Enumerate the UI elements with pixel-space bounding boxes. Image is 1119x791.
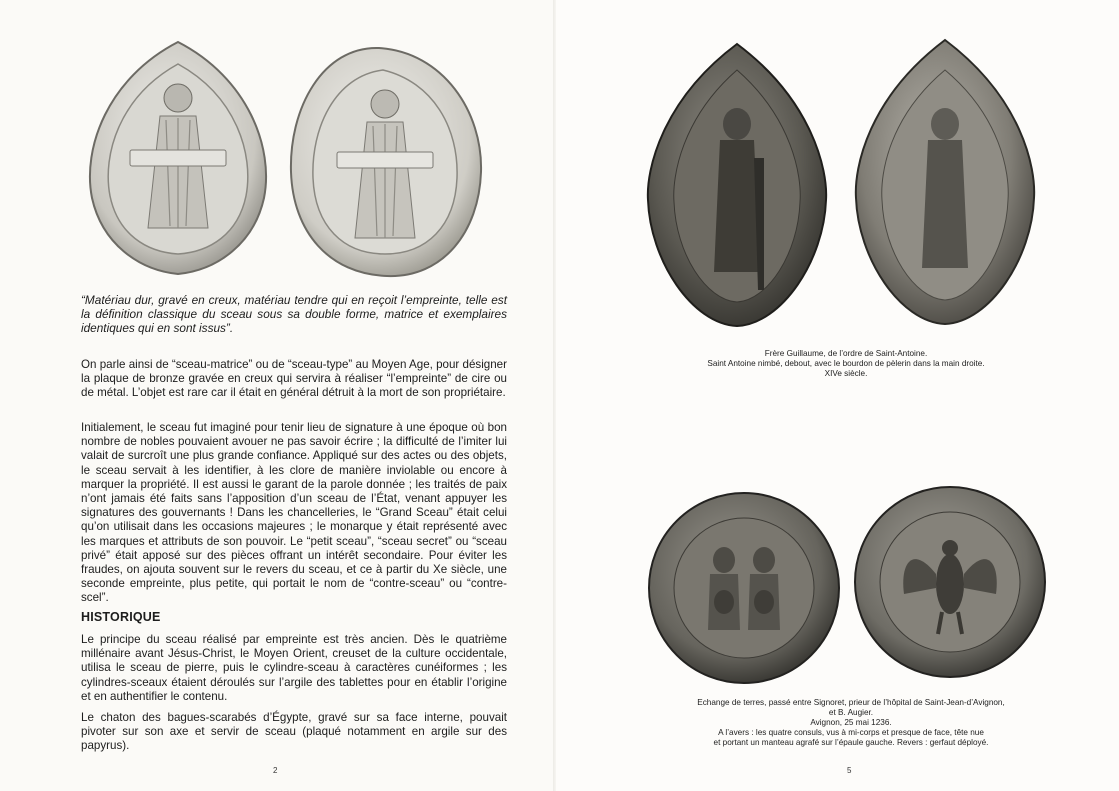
- paragraph-3-text: Le principe du sceau réalisé par empreinte est très ancien. Dès le quatrième millénaire avant Jésus-Christ, le Moyen Orient, creuset de la culture occidentale, utilisa le sceau de pierre, puis le cylindre-sceau à caractères cunéiformes ; les cylindres-sceaux étaient déroulés sur l’argile des tablettes pour en établir l’origine et en authentifier le contenu.: [81, 633, 507, 703]
- left-page: [0, 0, 556, 791]
- seal-image-right: [283, 42, 488, 282]
- caption-top-line: XIVe siècle.: [824, 369, 868, 378]
- seal-image-reverse: [852, 484, 1048, 680]
- caption-bottom-line: et B. Augier.: [828, 708, 874, 717]
- caption-bottom-line: A l’avers : les quatre consuls, vus à mi-corps et presque de face, tête nue: [718, 728, 984, 737]
- caption-bottom: [646, 698, 1056, 748]
- caption-top: [656, 349, 1036, 379]
- paragraph-egypte: [81, 711, 507, 754]
- intro-quote: [81, 293, 507, 336]
- paragraph-2-text: Initialement, le sceau fut imaginé pour tenir lieu de signature à une époque où bon nombre de nobles pouvaient avouer ne pas savoir écrire ; la difficulté de l’imiter lui valait de surcroît une plus grande confiance. Appliqué sur des actes ou des objets, le sceau servait à les identifier, à les clore de manière inviolable ou encore à marquer la propriété. Il est aussi le garant de la parole donnée ; les traités de paix n’ont jamais été faits sans l’apposition d’un sceau de l’État, venant appuyer les signatures des gouvernants ! Dans les chancelleries, le “Grand Sceau” était celui qu’on utilisait dans les occasions majeures ; le monarque y était représenté avec les marques et attributs de son pouvoir. Le “petit sceau”, “sceau secret” ou “sceau privé” était apposé sur des pièces offrant un intérêt secondaire. Pour éviter les fraudes, on ajouta souvent sur le revers du sceau, et ce à partir du Xe siècle, une seconde empreinte, plus petite, qui portait le nom de “contre-sceau” ou “contre-scel”.: [81, 421, 507, 605]
- seal-banner: [130, 150, 226, 166]
- paragraph-4-text: Le chaton des bagues-scarabés d’Égypte, gravé sur sa face interne, pouvait pivoter sur son axe et servir de sceau (plaqué notamment en argile sur des papyrus).: [81, 711, 507, 753]
- caption-top-line: Saint Antoine nimbé, debout, avec le bourdon de pèlerin dans la main droite.: [707, 359, 985, 368]
- paragraph-sceau-matrice: [81, 358, 507, 401]
- paragraph-signature: [81, 421, 507, 606]
- caption-bottom-line: Echange de terres, passé entre Signoret, prieur de l’hôpital de Saint-Jean-d’Avignon,: [697, 698, 1005, 707]
- seal-image-obverse: [646, 490, 842, 686]
- seal-image-top-right: [850, 36, 1040, 328]
- caption-bottom-line: Avignon, 25 mai 1236.: [810, 718, 892, 727]
- caption-bottom-line: et portant un manteau agrafé sur l’épaule gauche. Revers : gerfaut déployé.: [713, 738, 989, 747]
- page-number-left: 2: [273, 766, 278, 775]
- caption-top-line: Frère Guillaume, de l’ordre de Saint-Antoine.: [764, 349, 928, 358]
- section-heading: HISTORIQUE: [81, 610, 161, 624]
- seal-image-top-left: [642, 40, 832, 330]
- intro-quote-text: “Matériau dur, gravé en creux, matériau tendre qui en reçoit l’empreinte, telle est la définition classique du sceau sous sa double forme, matrice et exemplaires identiques qui en sont issus”.: [81, 293, 507, 336]
- right-page: [556, 0, 1119, 791]
- seal-image-left: [78, 38, 278, 278]
- paragraph-historique: [81, 633, 507, 704]
- paragraph-1-text: On parle ainsi de “sceau-matrice” ou de “sceau-type” au Moyen Age, pour désigner la plaque de bronze gravée en creux qui servira à réaliser “l’empreinte” de cire ou de métal. L’objet est rare car il était en général détruit à la mort de son propriétaire.: [81, 358, 507, 400]
- page-number-right: 5: [847, 766, 852, 775]
